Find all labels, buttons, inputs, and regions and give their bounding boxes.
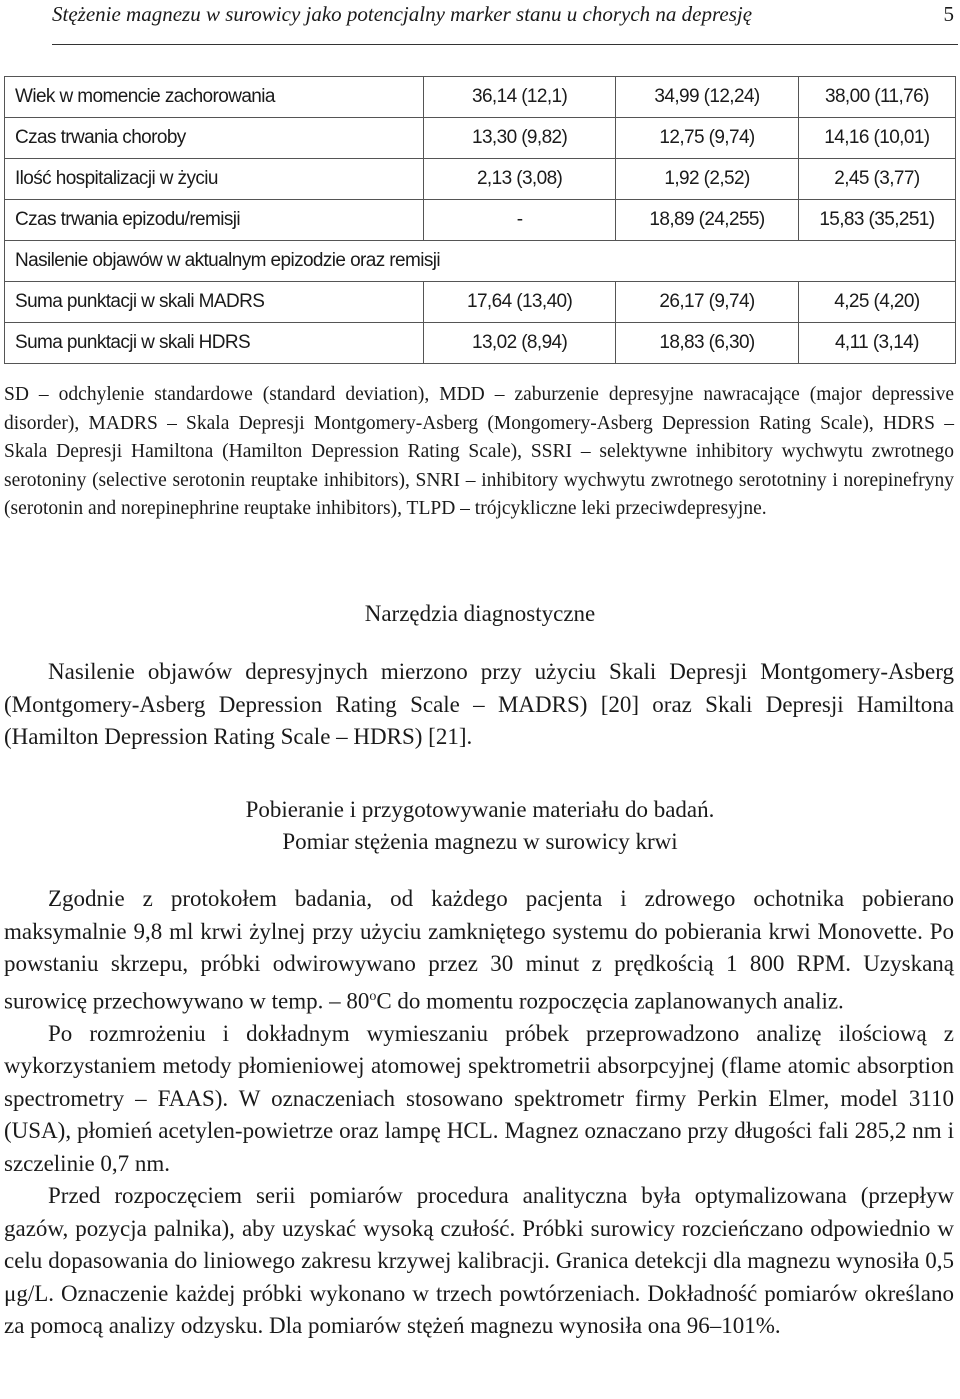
table-cell: 12,75 (9,74) bbox=[616, 118, 799, 159]
table-cell: 18,83 (6,30) bbox=[616, 323, 799, 364]
section-heading-sampling-line2: Pomiar stężenia magnezu w surowicy krwi bbox=[282, 829, 678, 854]
table-cell-label: Wiek w momencie zachorowania bbox=[5, 77, 424, 118]
table-cell: 18,89 (24,255) bbox=[616, 200, 799, 241]
table-cell-label: Ilość hospitalizacji w życiu bbox=[5, 159, 424, 200]
body-text-sampling bbox=[4, 883, 954, 1343]
table-cell-label: Czas trwania epizodu/remisji bbox=[5, 200, 424, 241]
table-cell: 2,13 (3,08) bbox=[424, 159, 616, 200]
paragraph-diagnostic-tools bbox=[4, 656, 954, 754]
table-cell-label: Czas trwania choroby bbox=[5, 118, 424, 159]
table-row bbox=[5, 323, 956, 364]
table-cell: 26,17 (9,74) bbox=[616, 282, 799, 323]
paragraph: Przed rozpoczęciem serii pomiarów procedura analityczna była optymalizowana (przepływ gazów, pozycja palnika), aby uzyskać wysoką czułość. Próbki surowicy rozcieńczano odpowiednio w celu dopasowania do liniowego zakresu krzywej kalibracji. Granica detekcji dla magnezu wynosiła 0,5 μg/L. Oznaczenie każdej próbki wykonano w trzech powtórzeniach. Dokładność pomiarów określano za pomocą analizy odzysku. Dla pomiarów stężeń magnezu wynosiła ona 96–101%. bbox=[4, 1183, 954, 1339]
table-cell: 36,14 (12,1) bbox=[424, 77, 616, 118]
section-heading-diagnostic-tools: Narzędzia diagnostyczne bbox=[364, 601, 596, 626]
table-cell: 4,11 (3,14) bbox=[798, 323, 955, 364]
results-table bbox=[4, 76, 956, 364]
table-cell: 2,45 (3,77) bbox=[798, 159, 955, 200]
table-cell: 1,92 (2,52) bbox=[616, 159, 799, 200]
table-cell: 14,16 (10,01) bbox=[798, 118, 955, 159]
table-cell: 15,83 (35,251) bbox=[798, 200, 955, 241]
section-heading-sampling-line1: Pobieranie i przygotowywanie materiału do badań. bbox=[245, 797, 715, 822]
table-row bbox=[5, 200, 956, 241]
table-footnote: SD – odchylenie standardowe (standard deviation), MDD – zaburzenie depresyjne nawracające (major depressive disorder), MADRS – Skala Depresji Montgomery-Asberg (Mongomery-Asberg Depression Rating Scale), HDRS – Skala Depresji Hamiltona (Hamilton Depression Rating Scale), SSRI – selektywne inhibitory wychwytu zwrotnego serotoniny (selective serotonin reuptake inhibitors), SNRI – inhibitory wychwytu zwrotnego serototniny i norepinefryny (serotonin and norepinephrine reuptake inhibitors), TLPD – trójcykliczne leki przeciwdepresyjne. bbox=[4, 384, 954, 519]
paragraph bbox=[4, 883, 954, 1018]
paragraph-text: C do momentu rozpoczęcia zaplanowanych analiz. bbox=[376, 988, 844, 1014]
paragraph-text: Zgodnie z protokołem badania, od każdego pacjenta i zdrowego ochotnika pobierano maksymalnie 9,8 ml krwi żylnej przy użyciu zamkniętego systemu do pobierania krwi Monovette. Po powstaniu skrzepu, próbki odwirowywano przez 30 minut z prędkością 1 800 RPM. Uzyskaną surowicę przechowywano w temp. – 80 bbox=[4, 886, 954, 1014]
table-section-label: Nasilenie objawów w aktualnym epizodzie oraz remisji bbox=[5, 241, 956, 282]
table-cell: 13,30 (9,82) bbox=[424, 118, 616, 159]
table-row bbox=[5, 282, 956, 323]
running-title: Stężenie magnezu w surowicy jako potencjalny marker stanu u chorych na depresję bbox=[52, 2, 753, 26]
table-cell: 4,25 (4,20) bbox=[798, 282, 955, 323]
paragraph: Nasilenie objawów depresyjnych mierzono przy użyciu Skali Depresji Montgomery-Asberg (Montgomery-Asberg Depression Rating Scale – MADRS) [20] oraz Skali Depresji Hamiltona (Hamilton Depression Rating Scale – HDRS) [21]. bbox=[4, 659, 954, 749]
table-row bbox=[5, 118, 956, 159]
running-header bbox=[52, 0, 958, 45]
table-cell: 34,99 (12,24) bbox=[616, 77, 799, 118]
table-cell: 38,00 (11,76) bbox=[798, 77, 955, 118]
paragraph: Po rozmrożeniu i dokładnym wymieszaniu próbek przeprowadzono analizę ilościową z wykorzystaniem metody płomieniowej atomowej spektrometrii absorpcyjnej (flame atomic absorption spectrometry – FAAS). W oznaczeniach stosowano spektrometr firmy Perkin Elmer, model 3110 (USA), płomień acetylen-powietrze oraz lampę HCL. Magnez oznaczano przy długości fali 285,2 nm i szczelinie 0,7 nm. bbox=[4, 1020, 954, 1176]
table-cell-label: Suma punktacji w skali HDRS bbox=[5, 323, 424, 364]
table-row bbox=[5, 77, 956, 118]
table-section-row bbox=[5, 241, 956, 282]
table-cell: 13,02 (8,94) bbox=[424, 323, 616, 364]
table-cell: 17,64 (13,40) bbox=[424, 282, 616, 323]
page-number: 5 bbox=[943, 2, 954, 26]
superscript: o bbox=[369, 988, 377, 1004]
table-cell: - bbox=[424, 200, 616, 241]
table-cell-label: Suma punktacji w skali MADRS bbox=[5, 282, 424, 323]
table-row bbox=[5, 159, 956, 200]
